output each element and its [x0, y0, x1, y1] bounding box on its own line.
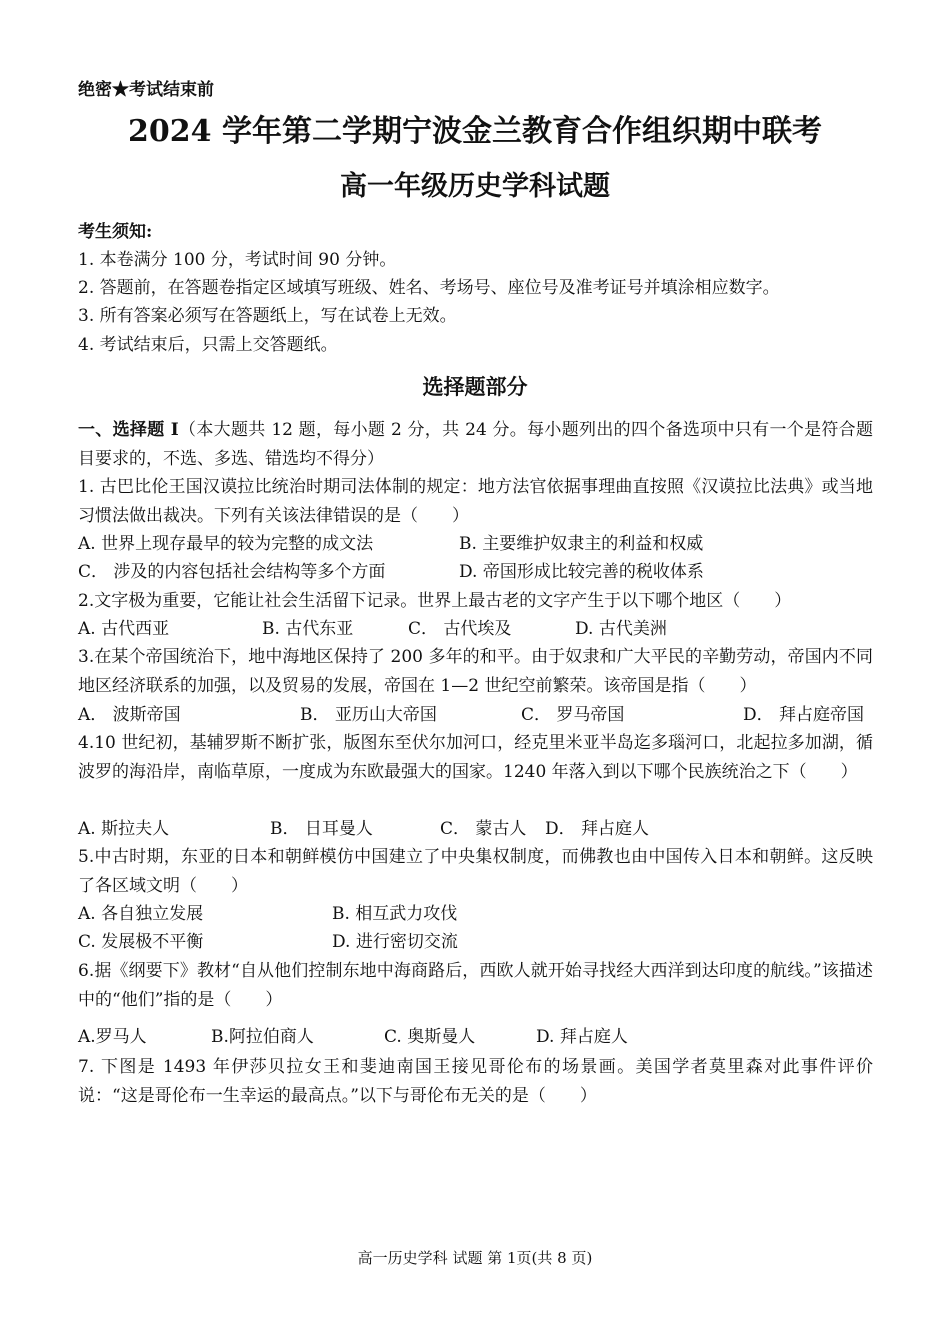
question-5-options-row-1 — [78, 900, 878, 928]
question-1-options-row-1 — [78, 530, 878, 558]
option-d: D． 拜占庭帝国 — [743, 705, 865, 725]
question-6-stem: 6.据《纲要下》教材“自从他们控制东地中海商路后，西欧人就开始寻找经大西洋到达印度的航线。”该描述中的“他们”指的是（ ） — [78, 961, 873, 1010]
question-3-stem: 3.在某个帝国统治下，地中海地区保持了 200 多年的和平。由于奴隶和广大平民的辛勤劳动，帝国内不同地区经济联系的加强，以及贸易的发展，帝国在 1—2 世纪空前繁荣。该帝国是指（ ） — [78, 647, 873, 696]
question-3-options — [78, 701, 878, 729]
part-instructions — [78, 416, 873, 473]
page-footer: 高一历史学科 试题 第 1页(共 8 页) — [357, 1249, 593, 1267]
notice-item-2: 2. 答题前，在答题卷指定区域填写班级、姓名、考场号、座位号及准考证号并填涂相应数字。 — [78, 278, 780, 298]
question-6-options — [78, 1023, 878, 1051]
question-1-options-row-2 — [78, 558, 878, 586]
question-1-stem: 1. 古巴比伦王国汉谟拉比统治时期司法体制的规定：地方法官依据事理曲直按照《汉谟拉比法典》或当地习惯法做出裁决。下列有关该法律错误的是（ ） — [78, 477, 873, 526]
question-5-options-row-2 — [78, 928, 878, 956]
notice-item-4: 4. 考试结束后，只需上交答题纸。 — [78, 335, 338, 355]
option-c: C． 蒙古人 — [440, 819, 527, 839]
part-label: 一、选择题 I — [78, 420, 179, 440]
question-5-stem: 5.中古时期，东亚的日本和朝鲜模仿中国建立了中央集权制度，而佛教也由中国传入日本和朝鲜。这反映了各区域文明（ ） — [78, 847, 873, 896]
option-d: D． 拜占庭人 — [545, 819, 650, 839]
exam-title: 2024 学年第二学期宁波金兰教育合作组织期中联考 — [128, 114, 822, 149]
option-a: A. 世界上现存最早的较为完整的成文法 — [78, 534, 374, 554]
option-b: B. 相互武力攻伐 — [332, 904, 458, 924]
option-d: D. 进行密切交流 — [332, 932, 458, 952]
question-4-options — [78, 815, 878, 843]
option-b: B.阿拉伯商人 — [211, 1027, 314, 1047]
question-7-stem: 7. 下图是 1493 年伊莎贝拉女王和斐迪南国王接见哥伦布的场景画。美国学者莫里森对此事件评价说：“这是哥伦布一生幸运的最高点。”以下与哥伦布无关的是（ ） — [78, 1057, 873, 1106]
option-a: A. 各自独立发展 — [78, 904, 204, 924]
option-c: C． 涉及的内容包括社会结构等多个方面 — [78, 562, 386, 582]
option-b: B． 日耳曼人 — [270, 819, 373, 839]
option-c: C. 奥斯曼人 — [384, 1027, 476, 1047]
notice-item-3: 3. 所有答案必须写在答题纸上，写在试卷上无效。 — [78, 306, 457, 326]
option-b: B. 古代东亚 — [262, 619, 354, 639]
option-d: D. 古代美洲 — [575, 619, 667, 639]
part-description: （本大题共 12 题，每小题 2 分，共 24 分。每小题列出的四个备选项中只有一个是符合题目要求的，不选、多选、错选均不得分） — [78, 420, 873, 469]
notice-heading: 考生须知: — [78, 222, 153, 242]
question-4-stem: 4.10 世纪初，基辅罗斯不断扩张，版图东至伏尔加河口，经克里米亚半岛迄多瑙河口，北起拉多加湖，循波罗的海沿岸，南临草原，一度成为东欧最强大的国家。1240 年落入到以下哪个民族统治之下（ ） — [78, 733, 873, 782]
option-a: A． 波斯帝国 — [78, 705, 181, 725]
option-c: C． 罗马帝国 — [521, 705, 625, 725]
option-d: D. 帝国形成比较完善的税收体系 — [459, 562, 704, 582]
confidential-mark: 绝密★考试结束前 — [78, 80, 214, 100]
section-title: 选择题部分 — [422, 374, 528, 399]
option-a: A. 斯拉夫人 — [78, 819, 170, 839]
option-d: D. 拜占庭人 — [536, 1027, 628, 1047]
option-c: C． 古代埃及 — [408, 619, 512, 639]
question-2-stem: 2.文字极为重要，它能让社会生活留下记录。世界上最古老的文字产生于以下哪个地区（ ） — [78, 591, 792, 611]
option-b: B． 亚历山大帝国 — [300, 705, 437, 725]
option-a: A. 古代西亚 — [78, 619, 170, 639]
exam-subtitle: 高一年级历史学科试题 — [340, 171, 610, 202]
question-2-options — [78, 615, 878, 643]
option-b: B. 主要维护奴隶主的利益和权威 — [459, 534, 704, 554]
option-c: C. 发展极不平衡 — [78, 932, 204, 952]
option-a: A.罗马人 — [78, 1027, 147, 1047]
notice-item-1: 1. 本卷满分 100 分，考试时间 90 分钟。 — [78, 250, 397, 270]
